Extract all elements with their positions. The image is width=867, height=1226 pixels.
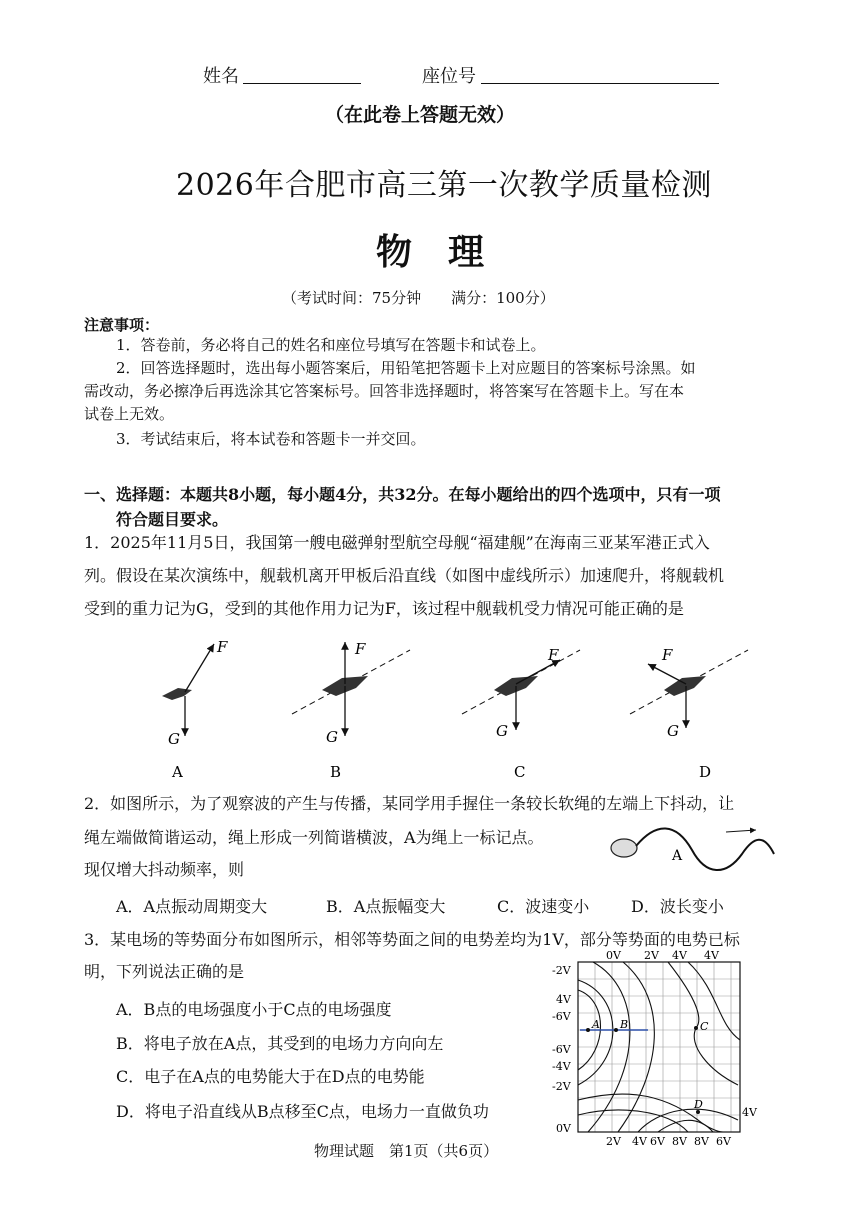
q3-equipotential-figure — [548, 950, 768, 1150]
q1-figure-a[interactable] — [162, 638, 228, 748]
point-c-label: C — [700, 1020, 709, 1033]
notice-item: 试卷上无效。 — [84, 405, 175, 423]
invalid-note: （在此卷上答题无效） — [325, 104, 516, 126]
left-potential-label: -6V — [552, 1043, 571, 1056]
right-potential-label: 4V — [742, 1106, 757, 1119]
q2-option-c[interactable]: C．波速变小 — [497, 897, 590, 916]
q2-wave-figure — [606, 824, 781, 884]
subject-title: 物 理 — [376, 231, 485, 273]
force-f-label: F — [548, 646, 559, 664]
q3-option-d[interactable]: D．将电子沿直线从B点移至C点，电场力一直做负功 — [116, 1102, 489, 1121]
q2-line: 现仅增大抖动频率，则 — [84, 860, 245, 879]
left-potential-label: -4V — [552, 1060, 571, 1073]
top-potential-label: 0V — [606, 950, 621, 962]
bottom-potential-label: 4V — [632, 1135, 647, 1148]
q3-line: 3．某电场的等势面分布如图所示，相邻等势面之间的电势差均为1V，部分等势面的电势已标 — [84, 930, 740, 949]
notice-item: 3．考试结束后，将本试卷和答题卡一并交回。 — [116, 430, 426, 448]
point-b-label: B — [620, 1018, 629, 1031]
seat-label: 座位号 — [422, 66, 476, 87]
figure-label-d: D — [699, 763, 712, 781]
left-potential-label: 0V — [556, 1122, 571, 1135]
force-f-label: F — [662, 646, 673, 664]
notice-item: 2．回答选择题时，选出每小题答案后，用铅笔把答题卡上对应题目的答案标号涂黑。如 — [116, 359, 696, 377]
force-f-label: F — [355, 640, 366, 658]
exam-title: 2026年合肥市高三第一次教学质量检测 — [176, 168, 712, 203]
hand-icon — [611, 839, 637, 857]
q1-figure-d[interactable] — [630, 646, 748, 740]
seat-blank[interactable] — [481, 83, 719, 84]
q1-figures — [0, 630, 867, 790]
bottom-potential-label: 2V — [606, 1135, 621, 1148]
q2-option-a[interactable]: A．A点振动周期变大 — [116, 897, 268, 916]
q1-line: 列。假设在某次演练中，舰载机离开甲板后沿直线（如图中虚线所示）加速爬升，将舰载机 — [84, 566, 725, 585]
q2-option-b[interactable]: B．A点振幅变大 — [326, 897, 446, 916]
q3-option-a[interactable]: A．B点的电场强度小于C点的电场强度 — [116, 1000, 392, 1019]
notice-item: 需改动，务必擦净后再选涂其它答案标号。回答非选择题时，将答案写在答题卡上。写在本 — [84, 382, 685, 400]
notice-heading: 注意事项： — [84, 316, 160, 334]
point-d-label: D — [694, 1098, 703, 1111]
q3-line: 明，下列说法正确的是 — [84, 962, 245, 981]
notice-item: 1．答卷前，务必将自己的姓名和座位号填写在答题卡和试卷上。 — [116, 336, 546, 354]
q3-option-c[interactable]: C．电子在A点的电势能大于在D点的电势能 — [116, 1067, 425, 1086]
figure-label-a: A — [172, 763, 183, 781]
name-blank[interactable] — [243, 83, 361, 84]
bottom-potential-label: 6V — [650, 1135, 665, 1148]
section-heading: 一、选择题：本题共8小题，每小题4分，共32分。在每小题给出的四个选项中，只有一项 — [84, 485, 721, 504]
jet-icon — [664, 676, 706, 696]
bottom-potential-label: 8V — [672, 1135, 687, 1148]
q2-option-d[interactable]: D．波长变小 — [631, 897, 724, 916]
force-g-label: G — [326, 728, 338, 746]
q3-option-b[interactable]: B．将电子放在A点，其受到的电场力方向向左 — [116, 1034, 444, 1053]
q2-line: 绳左端做简谐运动，绳上形成一列简谐横波，A为绳上一标记点。 — [84, 828, 544, 847]
figure-label-b: B — [330, 763, 342, 781]
bottom-potential-label: 6V — [716, 1135, 731, 1148]
point-a-label: A — [592, 1018, 600, 1031]
force-g-label: G — [168, 730, 180, 748]
force-f-label: F — [217, 638, 228, 656]
left-potential-label: -6V — [552, 1010, 571, 1023]
q2-line: 2．如图所示，为了观察波的产生与传播，某同学用手握住一条较长软绳的左端上下抖动，让 — [84, 794, 735, 813]
q1-figure-b[interactable] — [292, 640, 410, 746]
top-potential-label: 2V — [644, 950, 659, 962]
top-potential-label: 4V — [672, 950, 687, 962]
top-potential-label: 4V — [704, 950, 719, 962]
left-potential-label: -2V — [552, 964, 571, 977]
page-footer: 物理试题 第1页（共6页） — [314, 1142, 499, 1160]
q1-line: 1．2025年11月5日，我国第一艘电磁弹射型航空母舰“福建舰”在海南三亚某军港正式入 — [84, 533, 710, 552]
section-heading-cont: 符合题目要求。 — [116, 510, 229, 529]
exam-info: （考试时间：75分钟 满分：100分） — [282, 289, 555, 307]
left-potential-label: -2V — [552, 1080, 571, 1093]
q1-line: 受到的重力记为G，受到的其他作用力记为F，该过程中舰载机受力情况可能正确的是 — [84, 599, 684, 618]
force-g-label: G — [667, 722, 679, 740]
wave-point-a: A — [672, 848, 683, 864]
left-potential-label: 4V — [556, 993, 571, 1006]
figure-label-c: C — [514, 763, 526, 781]
jet-icon — [162, 688, 192, 700]
q1-figure-c[interactable] — [462, 646, 580, 740]
bottom-potential-label: 8V — [694, 1135, 709, 1148]
name-label: 姓名 — [203, 66, 239, 87]
force-g-label: G — [496, 722, 508, 740]
